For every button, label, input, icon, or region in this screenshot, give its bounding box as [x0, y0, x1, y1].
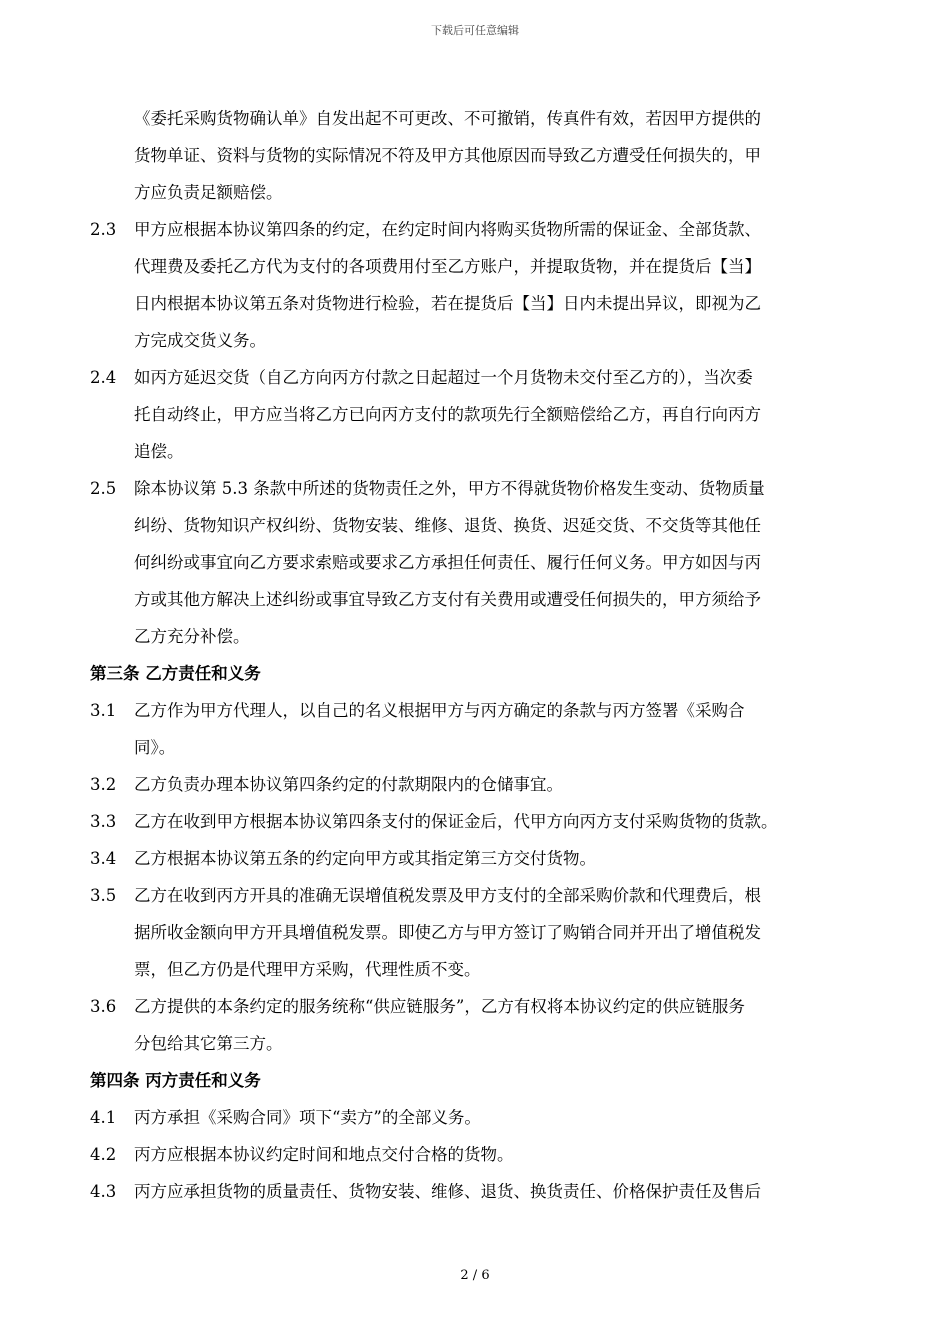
clause-continuation: 方应负责足额赔偿。 [134, 183, 283, 202]
clause-line [90, 211, 865, 248]
clause-text: 乙方提供的本条约定的服务统称“供应链服务”，乙方有权将本协议约定的供应链服务 [134, 997, 745, 1016]
clause-text: 乙方根据本协议第五条的约定向甲方或其指定第三方交付货物。 [134, 849, 596, 868]
clause-text: 甲方应根据本协议第四条的约定，在约定时间内将购买货物所需的保证金、全部货款、 [134, 220, 761, 239]
clause-number: 2.5 [90, 479, 117, 498]
clause-line [90, 359, 865, 396]
clause-text: 乙方作为甲方代理人，以自己的名义根据甲方与丙方确定的条款与丙方签署《采购合 [134, 701, 745, 720]
clause-continuation: 乙方充分补偿。 [134, 627, 250, 646]
clause-text: 如丙方延迟交货（自乙方向丙方付款之日起超过一个月货物未交付至乙方的），当次委 [134, 368, 753, 387]
clause-continuation: 方或其他方解决上述纠纷或事宜导致乙方支付有关费用或遭受任何损失的，甲方须给予 [134, 590, 761, 609]
clause-number: 3.1 [90, 701, 117, 720]
clause-continuation: 《委托采购货物确认单》自发出起不可更改、不可撤销，传真件有效，若因甲方提供的 [134, 109, 761, 128]
clause-line [90, 988, 865, 1025]
clause-number: 4.1 [90, 1108, 117, 1127]
clause-continuation: 托自动终止，甲方应当将乙方已向丙方支付的款项先行全额赔偿给乙方，再自行向丙方 [134, 405, 761, 424]
clause-continuation: 方完成交货义务。 [134, 331, 266, 350]
clause-text: 丙方承担《采购合同》项下“卖方”的全部义务。 [134, 1108, 481, 1127]
clause-line [90, 877, 865, 914]
clause-line [90, 766, 865, 803]
clause-continuation: 同》。 [134, 738, 176, 757]
clause-number: 3.5 [90, 886, 117, 905]
clause-text: 丙方应根据本协议约定时间和地点交付合格的货物。 [134, 1145, 514, 1164]
clause-line [90, 840, 865, 877]
clause-text: 除本协议第 5.3 条款中所述的货物责任之外，甲方不得就货物价格发生变动、货物质量 [134, 479, 765, 498]
clause-number: 3.6 [90, 997, 117, 1016]
clause-continuation: 代理费及委托乙方代为支付的各项费用付至乙方账户，并提取货物，并在提货后【当】 [134, 257, 761, 276]
clause-number: 3.4 [90, 849, 117, 868]
clause-text: 乙方在收到丙方开具的准确无误增值税发票及甲方支付的全部采购价款和代理费后，根 [134, 886, 761, 905]
section-heading: 第四条 丙方责任和义务 [90, 1071, 261, 1090]
clause-line [90, 692, 865, 729]
clause-continuation: 日内根据本协议第五条对货物进行检验，若在提货后【当】日内未提出异议，即视为乙 [134, 294, 761, 313]
clause-text: 乙方负责办理本协议第四条约定的付款期限内的仓储事宜。 [134, 775, 563, 794]
section-heading: 第三条 乙方责任和义务 [90, 664, 261, 683]
clause-number: 4.2 [90, 1145, 117, 1164]
clause-number: 4.3 [90, 1182, 117, 1201]
clause-text: 乙方在收到甲方根据本协议第四条支付的保证金后，代甲方向丙方支付采购货物的货款。 [134, 812, 778, 831]
clause-continuation: 何纠纷或事宜向乙方要求索赔或要求乙方承担任何责任、履行任何义务。甲方如因与丙 [134, 553, 761, 572]
clause-line [90, 803, 865, 840]
clause-continuation: 据所收金额向甲方开具增值税发票。即使乙方与甲方签订了购销合同并开出了增值税发 [134, 923, 761, 942]
clause-continuation: 分包给其它第三方。 [134, 1034, 283, 1053]
clause-text: 丙方应承担货物的质量责任、货物安装、维修、退货、换货责任、价格保护责任及售后 [134, 1182, 761, 1201]
clause-continuation: 追偿。 [134, 442, 184, 461]
clause-line [90, 1136, 865, 1173]
clause-line [90, 1173, 865, 1210]
clause-line [90, 470, 865, 507]
clause-line [90, 1099, 865, 1136]
clause-continuation: 票，但乙方仍是代理甲方采购，代理性质不变。 [134, 960, 481, 979]
page-number: 2 / 6 [460, 1268, 490, 1283]
page-header: 下载后可任意编辑 [431, 24, 519, 37]
clause-continuation: 货物单证、资料与货物的实际情况不符及甲方其他原因而导致乙方遭受任何损失的，甲 [134, 146, 761, 165]
clause-number: 2.3 [90, 220, 117, 239]
clause-number: 3.3 [90, 812, 117, 831]
clause-continuation: 纠纷、货物知识产权纠纷、货物安装、维修、退货、换货、迟延交货、不交货等其他任 [134, 516, 761, 535]
document-body [90, 100, 865, 1210]
clause-number: 2.4 [90, 368, 117, 387]
clause-number: 3.2 [90, 775, 117, 794]
